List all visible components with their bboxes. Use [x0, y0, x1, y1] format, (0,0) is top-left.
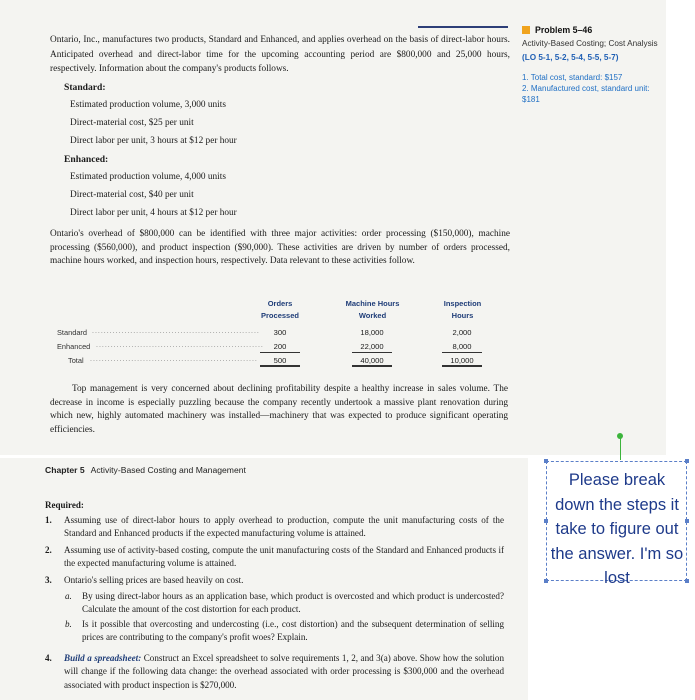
- header-machine-hours: Machine Hours Worked: [345, 299, 400, 320]
- standard-material: Direct-material cost, $25 per unit: [70, 118, 194, 128]
- standard-heading: Standard:: [64, 82, 106, 93]
- chapter-label: Chapter 5: [45, 465, 85, 475]
- enhanced-material: Direct-material cost, $40 per unit: [70, 190, 194, 200]
- row-label-total: Total: [68, 356, 84, 365]
- cell-enhanced-orders: 200: [260, 342, 300, 353]
- check-figure-2: 2. Manufactured cost, standard unit: $181: [522, 83, 650, 104]
- requirement-1: 1. Assuming use of direct-labor hours to apply overhead to production, compute the unit manufacturing costs of the Standard and Enhanced products if the expected manufacturing volume is attained.: [45, 515, 504, 539]
- leader-dots: .........................................................: [96, 342, 264, 349]
- cell-total-orders: 500: [260, 356, 300, 367]
- chapter-title: Activity-Based Costing and Management: [90, 465, 246, 475]
- required-heading: Required:: [45, 500, 84, 510]
- management-paragraph: Top management is very concerned about declining profitability despite a healthy increase in sales volume. The decrease in income is especially puzzling because the company recently undertook a massive plant renovation during which new, highly automated machinery was installed—machinery that was expected to produce significant operating efficiencies.: [50, 384, 508, 435]
- cell-total-inspection: 10,000: [442, 356, 482, 367]
- header-orders: Orders Processed: [261, 299, 299, 320]
- cell-total-machine: 40,000: [352, 356, 392, 367]
- requirement-3b: b. Is it possible that overcosting and undercosting (i.e., cost distortion) and the subsequent determination of selling prices are contributing to the company's profit woes? Explain.: [65, 619, 504, 643]
- learning-objectives: (LO 5-1, 5-2, 5-4, 5-5, 5-7): [522, 52, 619, 62]
- requirement-3a: a. By using direct-labor hours as an application base, which product is overcosted and which product is undercosted? Calculate the amount of the cost distortion for each product.: [65, 591, 504, 615]
- check-figure-1: 1. Total cost, standard: $157: [522, 72, 623, 82]
- rotate-connector: [620, 437, 621, 460]
- cell-enhanced-machine: 22,000: [352, 342, 392, 353]
- resize-handle-top-right[interactable]: [685, 459, 689, 463]
- standard-labor: Direct labor per unit, 3 hours at $12 per hour: [70, 136, 237, 146]
- requirement-4: 4. Build a spreadsheet: Construct an Excel spreadsheet to solve requirements 1, 2, and 3(a) above. Show how the solution will change if the following data change: the overhead associated with order processing is $300,000 and the overhead associated with product inspection is $270,000.: [45, 653, 505, 690]
- problem-subtitle: Activity-Based Costing; Cost Analysis: [522, 39, 658, 48]
- sticky-note-text[interactable]: Please break down the steps it take to figure out the answer. I'm so lost: [550, 471, 684, 587]
- problem-sidebar: [522, 25, 662, 105]
- rotate-handle[interactable]: [617, 433, 623, 439]
- enhanced-heading: Enhanced:: [64, 154, 109, 165]
- check-figures: [522, 72, 662, 105]
- leader-dots: .........................................................: [90, 356, 258, 363]
- header-rule: [418, 26, 508, 28]
- cell-standard-machine: 18,000: [360, 328, 384, 337]
- requirement-2: 2. Assuming use of activity-based costing, compute the unit manufacturing costs of the Standard and Enhanced products if the expected manufacturing volume is attained.: [45, 545, 504, 569]
- requirement-3: 3. Ontario's selling prices are based heavily on cost.: [45, 575, 244, 585]
- cell-standard-orders: 300: [273, 328, 287, 337]
- build-spreadsheet-label: Build a spreadsheet:: [64, 653, 142, 663]
- enhanced-labor: Direct labor per unit, 4 hours at $12 per hour: [70, 208, 237, 218]
- enhanced-volume: Estimated production volume, 4,000 units: [70, 172, 226, 182]
- chapter-header: [45, 465, 246, 475]
- leader-dots: .........................................................: [92, 328, 260, 335]
- problem-title: Problem 5–46: [522, 25, 662, 35]
- intro-paragraph: Ontario, Inc., manufactures two products, Standard and Enhanced, and applies overhead on the basis of direct-labor hours. Anticipated overhead and direct-labor time for the upcoming accounting period are $800,000 and 25,000 hours, respectively. Information about the company's products follows.: [50, 35, 510, 75]
- resize-handle-top-left[interactable]: [544, 459, 548, 463]
- cell-enhanced-inspection: 8,000: [442, 342, 482, 353]
- standard-volume: Estimated production volume, 3,000 units: [70, 100, 226, 110]
- cell-standard-inspection: 2,000: [452, 328, 472, 337]
- overhead-paragraph: Ontario's overhead of $800,000 can be identified with three major activities: order processing ($150,000), machine processing ($560,000), and product inspection ($90,000). These activities are driven by number of orders processed, machine hours worked, and inspection hours, respectively. Data relevant to these activities follow.: [50, 229, 510, 267]
- row-label-standard: Standard: [57, 328, 87, 337]
- header-inspection-hours: Inspection Hours: [443, 299, 482, 320]
- problem-marker-icon: [522, 26, 530, 34]
- row-label-enhanced: Enhanced: [57, 342, 91, 351]
